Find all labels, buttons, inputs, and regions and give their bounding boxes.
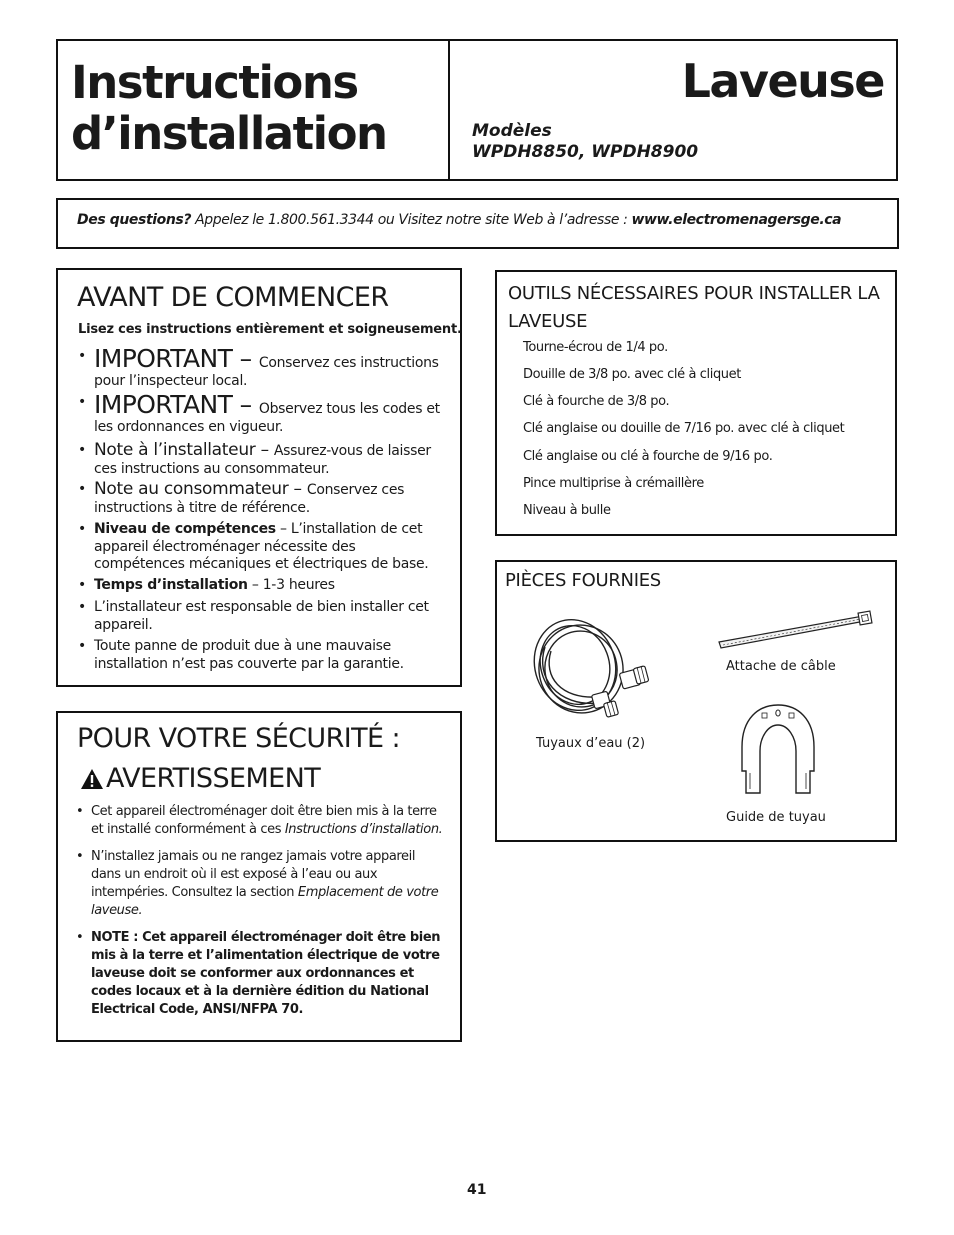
before-you-begin-section	[56, 268, 462, 687]
list-item: • Note à l’installateur – Assurez-vous de laisser ces instructions au consommateur.	[78, 440, 431, 477]
list-item: • IMPORTANT – Conservez ces instructions pour l’inspecteur local.	[78, 344, 439, 389]
safety-section	[56, 711, 462, 1042]
list-item: • Note au consommateur – Conservez ces instructions à titre de référence.	[78, 479, 405, 516]
models-list: WPDH8850, WPDH8900	[472, 142, 699, 162]
header-product-box	[448, 39, 898, 181]
list-item: Niveau à bulle	[523, 503, 611, 518]
list-item: Douille de 3/8 po. avec clé à cliquet	[523, 367, 741, 382]
title-line-1: Instructions	[71, 56, 358, 109]
tools-title: OUTILS NÉCESSAIRES POUR INSTALLER LA LAVEUSE	[508, 283, 880, 332]
list-item: Pince multiprise à crémaillère	[523, 476, 704, 491]
warning-triangle-icon	[80, 768, 104, 790]
hose-guide-image	[740, 701, 816, 797]
questions-box	[56, 198, 899, 249]
list-item: Clé anglaise ou clé à fourche de 9/16 po.	[523, 449, 773, 464]
cable-tie-image	[715, 610, 875, 652]
list-item: • Temps d’installation – 1-3 heures	[78, 577, 335, 593]
models-label: Modèles	[472, 121, 552, 141]
list-item: • Toute panne de produit due à une mauvaise installation n’est pas couverte par la garantie.	[78, 638, 404, 672]
questions-text	[77, 212, 841, 228]
title-line-2: d’installation	[71, 107, 387, 160]
safety-title: POUR VOTRE SÉCURITÉ :	[77, 723, 400, 754]
warning-heading	[80, 763, 320, 794]
warning-label: AVERTISSEMENT	[106, 763, 321, 794]
models-block	[472, 121, 698, 163]
list-item: Tourne-écrou de 1/4 po.	[523, 340, 668, 355]
cable-tie-label: Attache de câble	[726, 659, 836, 674]
read-instructions-note: Lisez ces instructions entièrement et soigneusement.	[78, 322, 462, 337]
list-item: • Niveau de compétences – L’installation de cet appareil électroménager nécessite des compétences mécaniques et électriques de base.	[78, 521, 429, 572]
water-hoses-image	[527, 607, 657, 732]
tools-needed-section	[495, 270, 897, 536]
header-title-box	[56, 39, 450, 181]
list-item: Clé anglaise ou douille de 7/16 po. avec clé à cliquet	[523, 421, 845, 436]
questions-body: Appelez le 1.800.561.3344 ou Visitez notre site Web à l’adresse :	[191, 212, 632, 228]
list-item: • NOTE : Cet appareil électroménager doit être bien mis à la terre et l’alimentation électrique de votre laveuse doit se conformer aux ordonnances et codes locaux et à la dernière édition du National Electrical Code, ANSI/NFPA 70.	[76, 930, 441, 1017]
website-link[interactable]: www.electromenagersge.ca	[631, 212, 842, 228]
list-item: • N’installez jamais ou ne rangez jamais votre appareil dans un endroit où il est exposé à l’eau ou aux intempéries. Consultez la section Emplacement de votre laveuse.	[76, 849, 439, 918]
parts-supplied-section	[495, 560, 897, 842]
before-you-begin-title: AVANT DE COMMENCER	[77, 282, 389, 313]
list-item: • Cet appareil électroménager doit être bien mis à la terre et installé conformément à ces Instructions d’installation.	[76, 804, 443, 837]
list-item: • IMPORTANT – Observez tous les codes et les ordonnances en vigueur.	[78, 390, 440, 435]
water-hoses-label: Tuyaux d’eau (2)	[536, 736, 646, 751]
product-name: Laveuse	[681, 54, 884, 108]
list-item: Clé à fourche de 3/8 po.	[523, 394, 670, 409]
hose-guide-label: Guide de tuyau	[726, 810, 826, 825]
parts-title: PIÈCES FOURNIES	[505, 570, 661, 591]
questions-lead: Des questions?	[77, 212, 192, 228]
page-title	[71, 57, 387, 159]
list-item: • L’installateur est responsable de bien installer cet appareil.	[78, 599, 429, 633]
page-number: 41	[467, 1182, 487, 1198]
